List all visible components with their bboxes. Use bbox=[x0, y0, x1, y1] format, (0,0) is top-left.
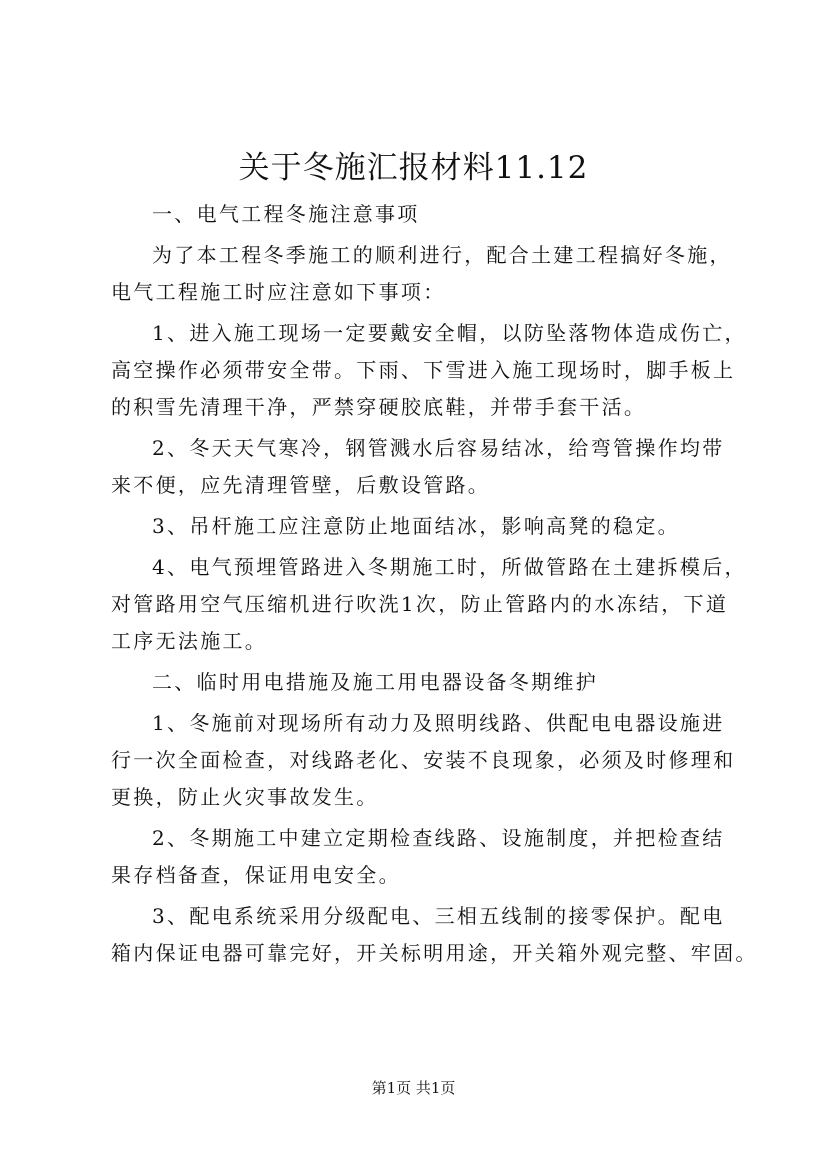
text-line: 电气工程施工时应注意如下事项： bbox=[111, 280, 446, 304]
paragraph-item-4 bbox=[111, 549, 747, 660]
text-line: 2、冬期施工中建立定期检查线路、设施制度，并把检查结 bbox=[152, 826, 725, 850]
text-line: 行一次全面检查，对线路老化、安装不良现象，必须及时修理和 bbox=[111, 748, 736, 772]
paragraph-section-heading-1 bbox=[111, 196, 739, 233]
paragraph-item-2 bbox=[111, 430, 739, 504]
page-footer: 第1页 共1页 bbox=[371, 1079, 456, 1097]
paragraph-section-heading-2 bbox=[111, 664, 739, 701]
paragraph-item-3b bbox=[111, 898, 758, 972]
text-line: 高空操作必须带安全带。下雨、下雪进入施工现场时，脚手板上 bbox=[111, 358, 736, 382]
text-line: 的积雪先清理干净，严禁穿硬胶底鞋，并带手套干活。 bbox=[111, 395, 647, 419]
text-line: 1、进入施工现场一定要戴安全帽，以防坠落物体造成伤亡， bbox=[152, 321, 747, 345]
text-line: 对管路用空气压缩机进行吹洗1次，防止管路内的水冻结，下道 bbox=[111, 592, 729, 616]
text-line: 为了本工程冬季施工的顺利进行，配合土建工程搞好冬施， bbox=[152, 243, 732, 267]
text-line: 果存档备查，保证用电安全。 bbox=[111, 863, 401, 887]
text-line: 一、电气工程冬施注意事项 bbox=[152, 202, 420, 226]
text-line: 3、吊杆施工应注意防止地面结冰，影响高凳的稳定。 bbox=[152, 514, 680, 538]
paragraph-item-1 bbox=[111, 315, 747, 426]
text-line: 1、冬施前对现场所有动力及照明线路、供配电电器设施进 bbox=[152, 711, 725, 735]
text-line: 3、配电系统采用分级配电、三相五线制的接零保护。配电 bbox=[152, 904, 725, 928]
paragraph-item-2b bbox=[111, 820, 739, 894]
paragraph-item-3 bbox=[111, 508, 739, 545]
paragraph-item-1b bbox=[111, 705, 739, 816]
document-title: 关于冬施汇报材料11.12 bbox=[238, 150, 589, 186]
document-body bbox=[111, 196, 758, 972]
text-line: 二、临时用电措施及施工用电器设备冬期维护 bbox=[152, 670, 598, 694]
text-line: 更换，防止火灾事故发生。 bbox=[111, 785, 379, 809]
text-line: 2、冬天天气寒冷，钢管溅水后容易结冰，给弯管操作均带 bbox=[152, 436, 725, 460]
text-line: 来不便，应先清理管壁，后敷设管路。 bbox=[111, 473, 491, 497]
text-line: 工序无法施工。 bbox=[111, 629, 268, 653]
text-line: 箱内保证电器可靠完好，开关标明用途，开关箱外观完整、牢固。 bbox=[111, 941, 758, 965]
text-line: 4、电气预埋管路进入冬期施工时，所做管路在土建拆模后， bbox=[152, 555, 747, 579]
paragraph-intro bbox=[111, 237, 739, 311]
